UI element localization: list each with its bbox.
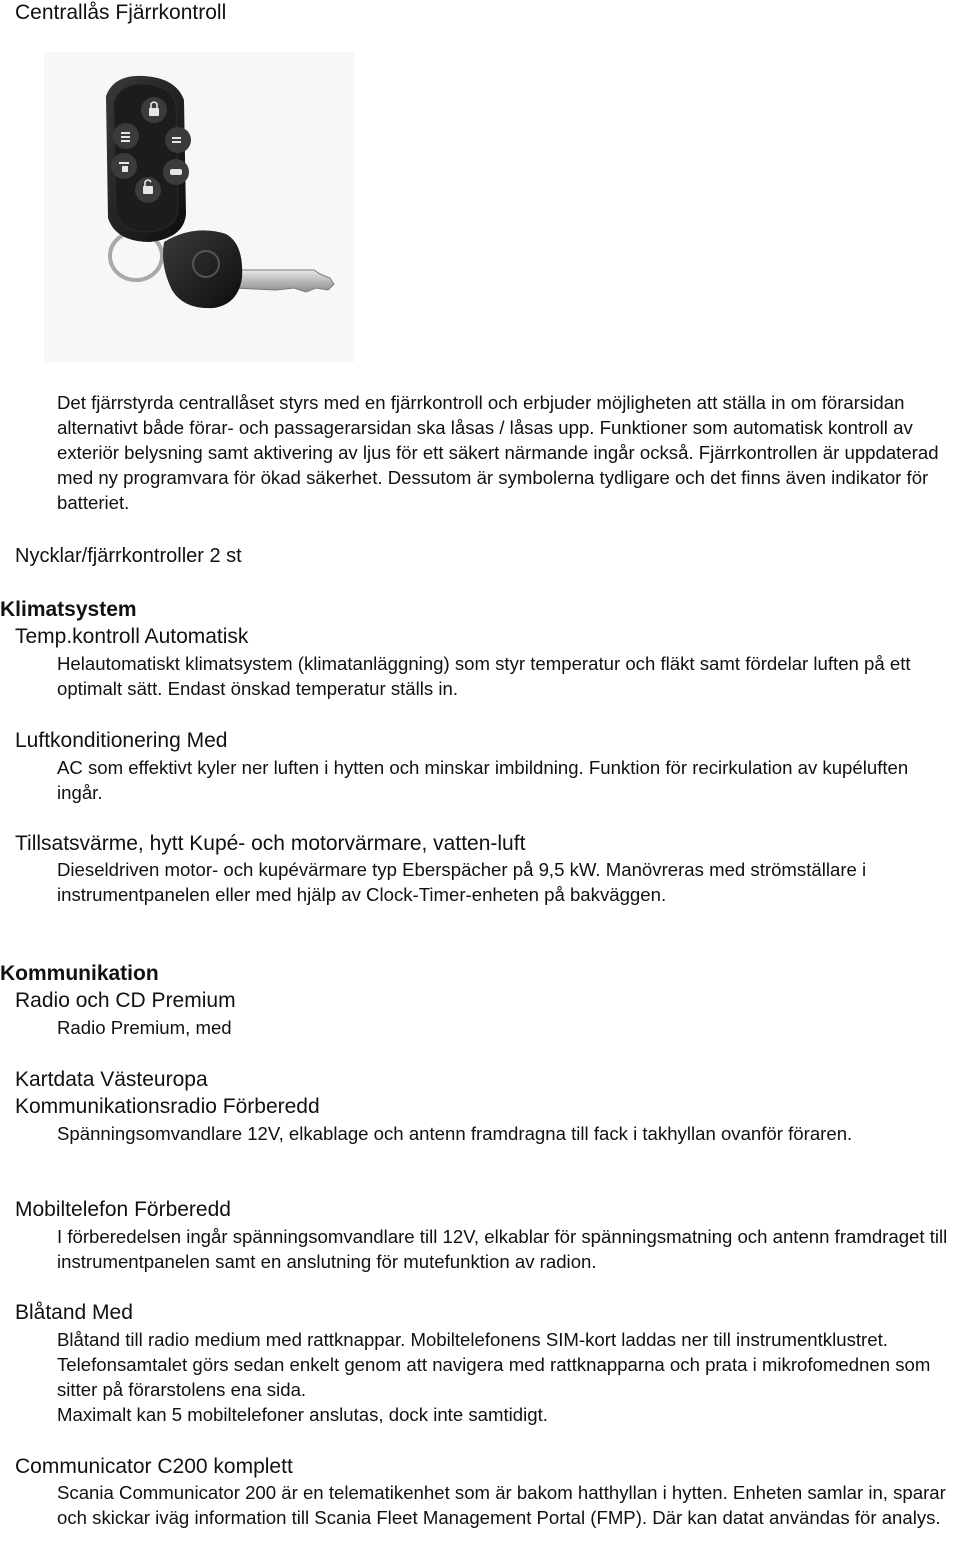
item-title: Temp.kontroll Automatisk	[15, 625, 249, 648]
item-description	[57, 755, 957, 805]
item-title: Mobiltelefon Förberedd	[15, 1198, 231, 1221]
item-title: Kommunikationsradio Förberedd	[15, 1095, 320, 1118]
item-description-text: Dieseldriven motor- och kupévärmare typ Eberspächer på 9,5 kW. Manövreras med strömställare i instrumentpanelen eller med hjälp av Clock-Timer-enheten på bakväggen.	[57, 859, 867, 905]
page-title: Centrallås Fjärrkontroll	[15, 1, 227, 24]
section-heading-communication: Kommunikation	[0, 962, 159, 985]
item-description-text: Blåtand till radio medium med rattknappar. Mobiltelefonens SIM-kort laddas ner till instrumentklustret. Telefonsamtalet görs sedan enkelt genom att navigera med rattknapparna och prata i mikrofomednen som sitter på förarstolens ena sida.	[57, 1329, 931, 1400]
item-description	[57, 1224, 957, 1274]
item-title: Tillsatsvärme, hytt Kupé- och motorvärmare, vatten-luft	[15, 832, 526, 855]
item-description-text: AC som effektivt kyler ner luften i hytten och minskar imbildning. Funktion för recirkulation av kupéluften ingår.	[57, 757, 909, 803]
remote-description-text: Det fjärrstyrda centrallåset styrs med en fjärrkontroll och erbjuder möjligheten att ställa in om förarsidan alternativt både förar- och passagerarsidan ska låsas / låsas upp. Funktioner som automatisk kontroll av exteriör belysning samt aktivering av ljus för ett säkert närmande ingår också. Fjärrkontrollen är uppdaterad med ny programvara för ökad säkerhet. Dessutom är symbolerna tydligare och det finns även indikator för batteriet.	[57, 392, 939, 513]
item-title: Blåtand Med	[15, 1301, 133, 1324]
item-description	[57, 1327, 957, 1427]
item-title: Luftkonditionering Med	[15, 729, 228, 752]
item-description	[57, 1121, 957, 1146]
item-description-text: Spänningsomvandlare 12V, elkablage och antenn framdragna till fack i takhyllan ovanför föraren.	[57, 1123, 853, 1144]
item-title: Communicator C200 komplett	[15, 1455, 293, 1478]
item-description	[57, 1015, 957, 1040]
item-description	[57, 1480, 957, 1530]
item-description	[57, 857, 957, 907]
keys-count: Nycklar/fjärrkontroller 2 st	[15, 545, 242, 567]
item-description-text: I förberedelsen ingår spänningsomvandlare till 12V, elkablar för spänningsmatning och antenn framdraget till instrumentpanelen samt en anslutning för mutefunktion av radion.	[57, 1226, 948, 1272]
car-key-remote-image	[44, 52, 354, 362]
item-title: Kartdata Västeuropa	[15, 1068, 208, 1091]
item-description-text: Maximalt kan 5 mobiltelefoner anslutas, dock inte samtidigt.	[57, 1404, 548, 1425]
item-title: Radio och CD Premium	[15, 989, 236, 1012]
item-description-text: Radio Premium, med	[57, 1017, 232, 1038]
item-description	[57, 651, 957, 701]
item-description-text: Helautomatiskt klimatsystem (klimatanläggning) som styr temperatur och fläkt samt fördelar luften på ett optimalt sätt. Endast önskad temperatur ställs in.	[57, 653, 911, 699]
remote-key-photo	[44, 52, 354, 362]
remote-description	[57, 390, 957, 515]
item-description-text: Scania Communicator 200 är en telematikenhet som är bakom hatthyllan i hytten. Enheten samlar in, sparar och skickar iväg information till Scania Fleet Management Portal (FMP). Där kan datat användas för analys.	[57, 1482, 946, 1528]
section-heading-climate: Klimatsystem	[0, 598, 137, 621]
